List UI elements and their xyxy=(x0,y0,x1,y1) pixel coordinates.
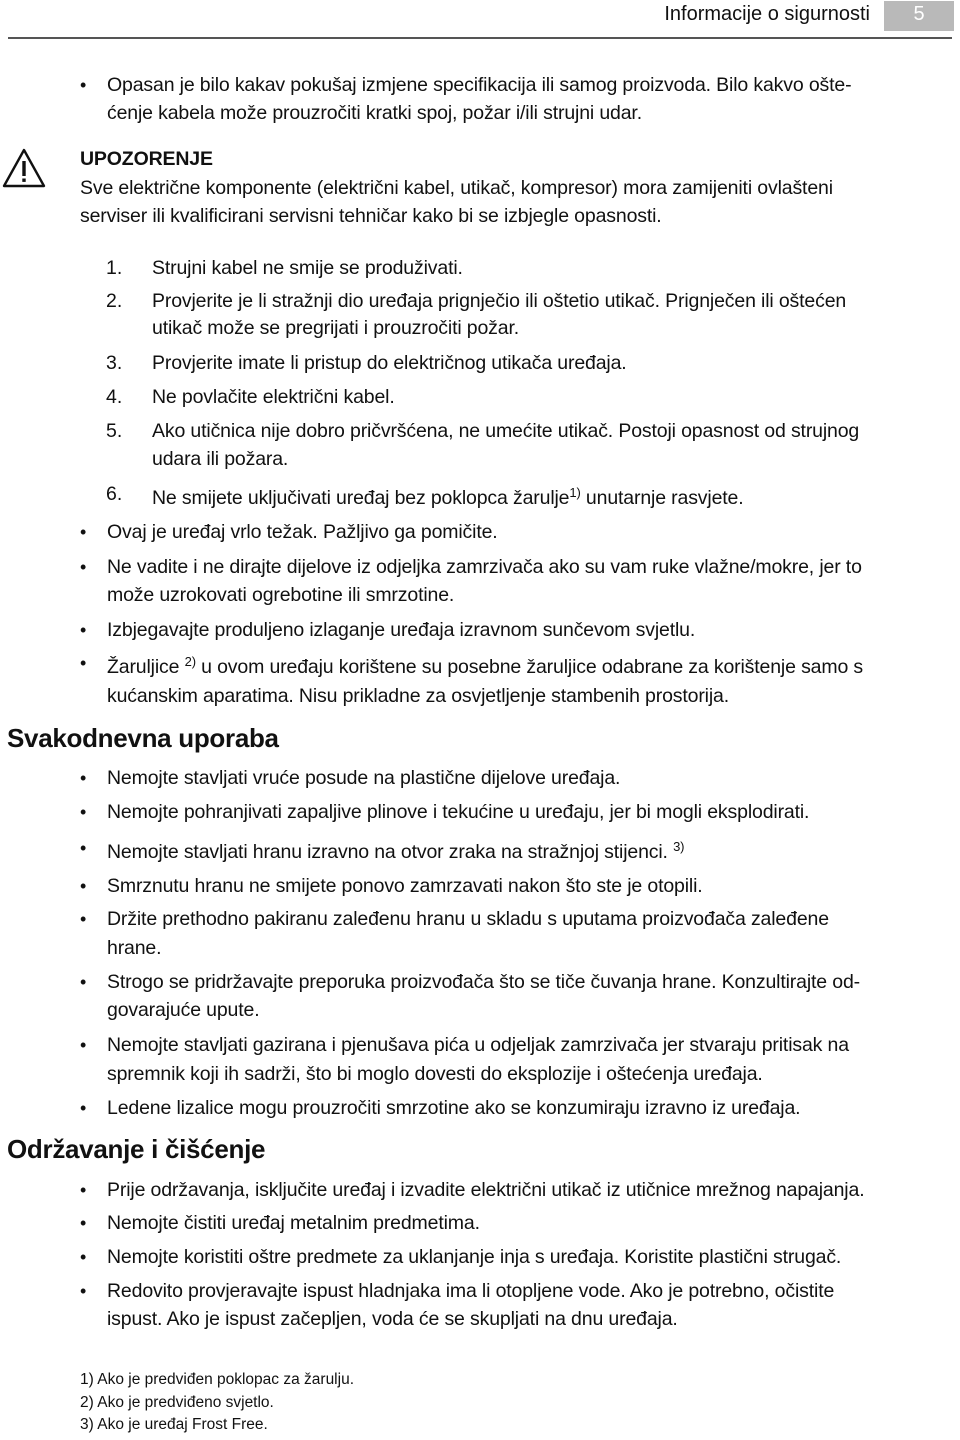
daily-bullet-4: Smrznutu hranu ne smijete ponovo zamrzavati nakon što ste je otopili. xyxy=(107,875,703,897)
warning-line-2: serviser ili kvalificirani servisni tehničar kako bi se izbjegle opasnosti. xyxy=(80,205,662,227)
daily-bullet-7-line-1: Nemojte stavljati gazirana i pjenušava pića u odjeljak zamrzivača jer stvaraju pritisak na xyxy=(107,1034,849,1056)
bullet-marker: • xyxy=(80,620,87,640)
numbered-item-3: Provjerite imate li pristup do električnog utikača uređaja. xyxy=(152,352,627,374)
maintenance-bullet-4-line-1: Redovito provjeravajte ispust hladnjaka ima li otopljene vode. Ako je potrebno, očistite xyxy=(107,1280,835,1302)
header-title: Informacije o sigurnosti xyxy=(664,3,870,25)
section-title-daily-use: Svakodnevna uporaba xyxy=(7,723,279,753)
safety-bullet-1: Ovaj je uređaj vrlo težak. Pažljivo ga pomičite. xyxy=(107,521,498,543)
daily-bullet-6-line-1: Strogo se pridržavajte preporuka proizvođača što se tiče čuvanja hrane. Konzultirajte od- xyxy=(107,971,860,993)
footnote-1: 1) Ako je predviđen poklopac za žarulju. xyxy=(80,1371,354,1388)
page-number-box xyxy=(884,1,954,31)
safety-bullet-4-tail: u ovom uređaju korištene su posebne žaruljice odabrane za korištenje samo s xyxy=(195,656,864,678)
header-divider xyxy=(8,37,952,39)
bullet-marker: • xyxy=(80,838,87,858)
numbered-item-6-text: Ne smijete uključivati uređaj bez poklopca žarulje xyxy=(152,487,570,509)
bullet-marker: • xyxy=(80,972,87,992)
daily-bullet-2: Nemojte pohranjivati zapaljive plinove i tekućine u uređaju, jer bi mogli eksplodirati. xyxy=(107,801,810,823)
bullet-marker: • xyxy=(80,75,87,95)
maintenance-bullet-3: Nemojte koristiti oštre predmete za uklanjanje inja s uređaja. Koristite plastični strugač. xyxy=(107,1246,842,1268)
footnote-ref: 2) xyxy=(184,654,196,669)
bullet-marker: • xyxy=(80,1213,87,1233)
maintenance-bullet-2: Nemojte čistiti uređaj metalnim predmetima. xyxy=(107,1212,480,1234)
footnote-2: 2) Ako je predviđeno svjetlo. xyxy=(80,1394,274,1411)
bullet-marker: • xyxy=(80,1035,87,1055)
bullet-marker: • xyxy=(80,1098,87,1118)
bullet-marker: • xyxy=(80,1281,87,1301)
safety-bullet-3: Izbjegavajte produljeno izlaganje uređaja izravnom sunčevom svjetlu. xyxy=(107,619,696,641)
safety-bullet-4-line-2: kućanskim aparatima. Nisu prikladne za osvjetljenje stambenih prostorija. xyxy=(107,685,730,707)
numbered-item-1: Strujni kabel ne smije se produživati. xyxy=(152,257,463,279)
numbered-item-2-line-2: utikač može se pregrijati i prouzročiti požar. xyxy=(152,317,520,339)
page-header xyxy=(0,0,960,40)
numbered-item-5-line-1: Ako utičnica nije dobro pričvršćena, ne umećite utikač. Postoji opasnost od strujnog xyxy=(152,420,860,442)
daily-bullet-5-line-2: hrane. xyxy=(107,937,162,959)
daily-bullet-6-line-2: govarajuće upute. xyxy=(107,999,260,1021)
safety-bullet-2-line-1: Ne vadite i ne dirajte dijelove iz odjeljka zamrzivača ako su vam ruke vlažne/mokre, jer to xyxy=(107,556,862,578)
daily-bullet-3 xyxy=(107,840,684,864)
list-number: 1. xyxy=(106,257,123,279)
bullet-marker: • xyxy=(80,802,87,822)
numbered-item-5-line-2: udara ili požara. xyxy=(152,448,289,470)
numbered-item-6 xyxy=(152,486,744,510)
section-title-maintenance: Održavanje i čišćenje xyxy=(7,1134,266,1164)
warning-line-1: Sve električne komponente (električni kabel, utikač, kompresor) mora zamijeniti ovlašteni xyxy=(80,177,833,199)
intro-line-2: ćenje kabela može prouzročiti kratki spoj, požar i/ili strujni udar. xyxy=(107,102,642,124)
list-number: 6. xyxy=(106,483,123,505)
bullet-marker: • xyxy=(80,909,87,929)
safety-bullet-2-line-2: može uzrokovati ogrebotine ili smrzotine. xyxy=(107,584,455,606)
maintenance-bullet-1: Prije održavanja, isključite uređaj i izvadite električni utikač iz utičnice mrežnog napajanja. xyxy=(107,1179,865,1201)
bullet-marker: • xyxy=(80,653,87,673)
list-number: 3. xyxy=(106,352,123,374)
bullet-marker: • xyxy=(80,522,87,542)
warning-heading: UPOZORENJE xyxy=(80,148,213,170)
bullet-marker: • xyxy=(80,557,87,577)
list-number: 5. xyxy=(106,420,123,442)
bullet-marker: • xyxy=(80,768,87,788)
bullet-marker: • xyxy=(80,876,87,896)
list-number: 4. xyxy=(106,386,123,408)
maintenance-bullet-4-line-2: ispust. Ako je ispust začepljen, voda će se skupljati na dnu uređaja. xyxy=(107,1308,678,1330)
footnote-ref: 3) xyxy=(673,839,685,854)
footnote-3: 3) Ako je uređaj Frost Free. xyxy=(80,1416,268,1433)
daily-bullet-8: Ledene lizalice mogu prouzročiti smrzotine ako se konzumiraju izravno iz uređaja. xyxy=(107,1097,801,1119)
daily-bullet-5-line-1: Držite prethodno pakiranu zaleđenu hranu u skladu s uputama proizvođača zaleđene xyxy=(107,908,829,930)
numbered-item-6-tail: unutarnje rasvjete. xyxy=(580,487,744,509)
safety-bullet-4-line-1 xyxy=(107,655,863,679)
numbered-item-4: Ne povlačite električni kabel. xyxy=(152,386,395,408)
numbered-item-2-line-1: Provjerite je li stražnji dio uređaja prignječio ili oštetio utikač. Prignječen ili oštećen xyxy=(152,290,847,312)
bullet-marker: • xyxy=(80,1247,87,1267)
daily-bullet-3-text: Nemojte stavljati hranu izravno na otvor zraka na stražnjoj stijenci. xyxy=(107,841,674,863)
daily-bullet-1: Nemojte stavljati vruće posude na plastične dijelove uređaja. xyxy=(107,767,621,789)
bullet-marker: • xyxy=(80,1180,87,1200)
page-number: 5 xyxy=(913,3,925,25)
warning-triangle-icon xyxy=(2,147,46,189)
footnote-ref: 1) xyxy=(569,485,581,500)
daily-bullet-7-line-2: spremnik koji ih sadrži, što bi moglo dovesti do eksplozije i oštećenja uređaja. xyxy=(107,1063,763,1085)
list-number: 2. xyxy=(106,290,123,312)
safety-bullet-4-text: Žaruljice xyxy=(107,656,185,678)
intro-line-1: Opasan je bilo kakav pokušaj izmjene specifikacija ili samog proizvoda. Bilo kakvo ošte- xyxy=(107,74,852,96)
